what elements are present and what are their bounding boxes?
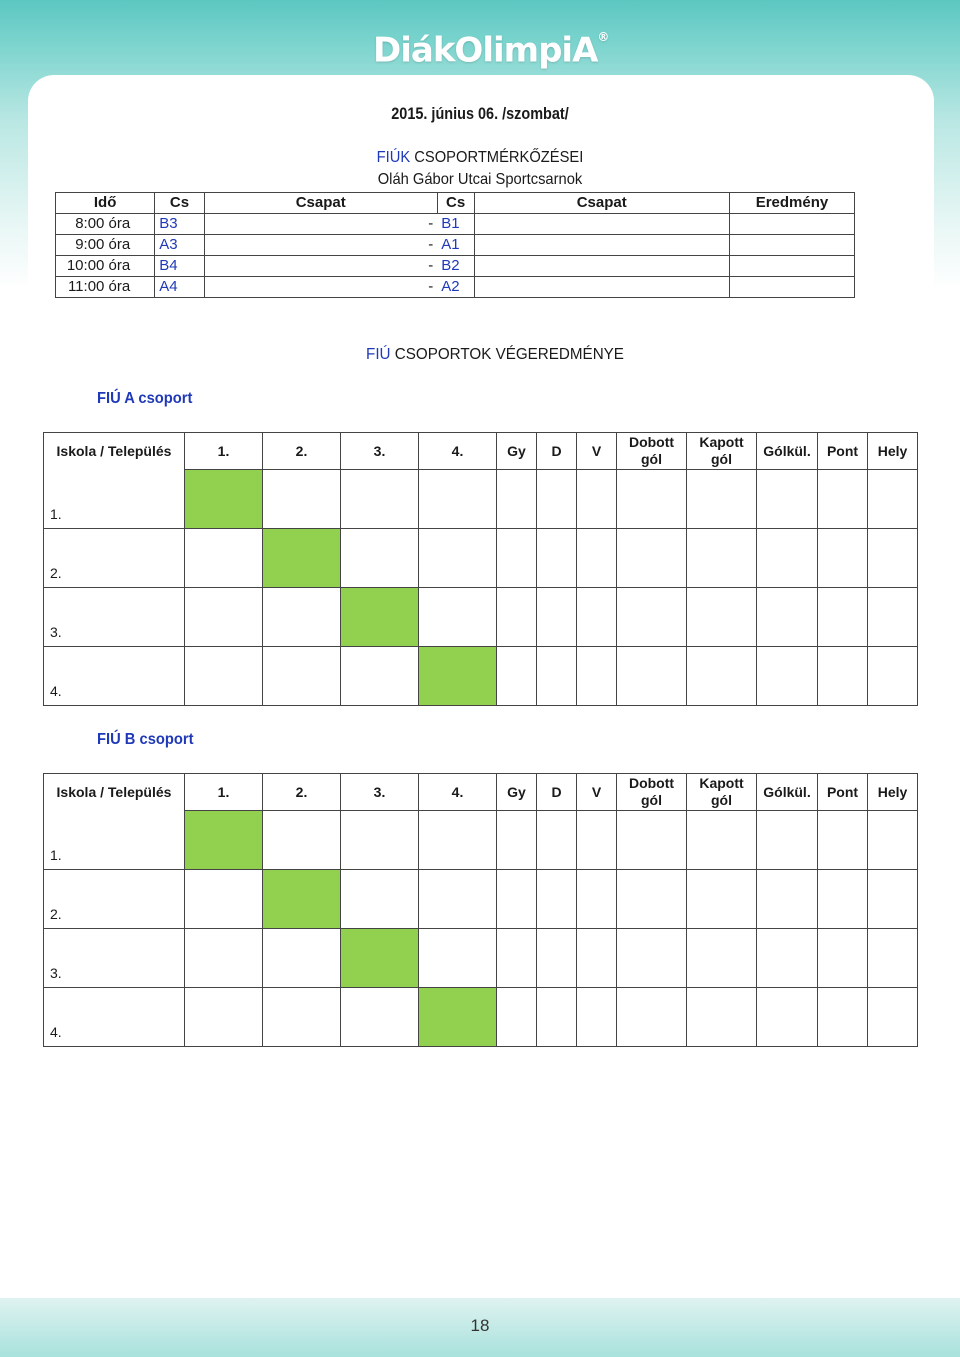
stat-cell — [818, 928, 868, 987]
column-header: D — [537, 774, 577, 811]
row-number: 4. — [44, 987, 185, 1046]
schedule-row — [56, 256, 855, 277]
stat-cell — [687, 470, 757, 529]
column-header: 1. — [185, 433, 263, 470]
result-cell — [729, 256, 854, 277]
stat-cell — [577, 987, 617, 1046]
column-header: Eredmény — [729, 193, 854, 214]
score-cell — [341, 646, 419, 705]
standings-header-row — [44, 774, 918, 811]
column-header: 1. — [185, 774, 263, 811]
stat-cell — [497, 470, 537, 529]
versus-separator: - — [204, 235, 437, 256]
column-header: Gy — [497, 433, 537, 470]
column-header: 4. — [419, 433, 497, 470]
score-cell — [263, 470, 341, 529]
table-row — [44, 470, 918, 529]
stat-cell — [868, 869, 918, 928]
row-number: 1. — [44, 470, 185, 529]
stat-cell — [757, 587, 818, 646]
stat-cell — [617, 811, 687, 870]
stat-cell — [868, 646, 918, 705]
score-cell — [185, 587, 263, 646]
group-b-standings-table — [43, 773, 918, 1047]
score-cell — [185, 646, 263, 705]
stat-cell — [868, 528, 918, 587]
stat-cell — [818, 811, 868, 870]
column-header: Kapott gól — [687, 433, 757, 470]
stat-cell — [617, 470, 687, 529]
team1-code: A3 — [155, 235, 205, 256]
stat-cell — [687, 587, 757, 646]
match-time: 11:00 óra — [56, 277, 155, 298]
stat-cell — [577, 869, 617, 928]
column-header: Iskola / Település — [44, 433, 185, 470]
stat-cell — [497, 587, 537, 646]
stat-cell — [757, 811, 818, 870]
stat-cell — [577, 587, 617, 646]
column-header: Idő — [56, 193, 155, 214]
stat-cell — [868, 928, 918, 987]
column-header: 4. — [419, 774, 497, 811]
team2-name — [474, 256, 729, 277]
venue-name: Oláh Gábor Utcai Sportcsarnok — [377, 171, 583, 188]
team2-code: A1 — [437, 235, 474, 256]
score-cell — [419, 528, 497, 587]
stat-cell — [577, 928, 617, 987]
score-cell — [185, 987, 263, 1046]
stat-cell — [757, 528, 818, 587]
stat-cell — [818, 646, 868, 705]
table-row — [44, 928, 918, 987]
stat-cell — [497, 987, 537, 1046]
score-cell — [419, 869, 497, 928]
team2-code: A2 — [437, 277, 474, 298]
stat-cell — [757, 987, 818, 1046]
team2-code: B1 — [437, 214, 474, 235]
column-header: Gólkül. — [757, 433, 818, 470]
match-time: 9:00 óra — [56, 235, 155, 256]
match-time: 8:00 óra — [56, 214, 155, 235]
score-cell — [263, 811, 341, 870]
column-header: Dobott gól — [617, 774, 687, 811]
row-number: 2. — [44, 869, 185, 928]
page-number: 18 — [470, 1316, 490, 1335]
table-row — [44, 987, 918, 1046]
stat-cell — [537, 528, 577, 587]
column-header: Cs — [437, 193, 474, 214]
stat-cell — [577, 811, 617, 870]
column-header: Iskola / Település — [44, 774, 185, 811]
team1-code: A4 — [155, 277, 205, 298]
column-header: Csapat — [474, 193, 729, 214]
stat-cell — [757, 869, 818, 928]
event-date: 2015. június 06. /szombat/ — [391, 104, 569, 123]
table-row — [44, 528, 918, 587]
final-results-title: FIÚ CSOPORTOK VÉGEREDMÉNYE — [366, 346, 624, 363]
self-match-cell — [341, 587, 419, 646]
stat-cell — [818, 869, 868, 928]
score-cell — [185, 869, 263, 928]
column-header: Gólkül. — [757, 774, 818, 811]
column-header: Dobott gól — [617, 433, 687, 470]
table-row — [44, 869, 918, 928]
row-number: 3. — [44, 928, 185, 987]
score-cell — [263, 646, 341, 705]
team2-code: B2 — [437, 256, 474, 277]
result-cell — [729, 235, 854, 256]
column-header: Pont — [818, 774, 868, 811]
column-header: D — [537, 433, 577, 470]
stat-cell — [537, 470, 577, 529]
stat-cell — [868, 587, 918, 646]
score-cell — [419, 470, 497, 529]
table-row — [44, 587, 918, 646]
stat-cell — [818, 470, 868, 529]
column-header: V — [577, 433, 617, 470]
result-cell — [729, 277, 854, 298]
matches-title: FIÚK CSOPORTMÉRKŐZÉSEI — [376, 149, 584, 166]
self-match-cell — [419, 987, 497, 1046]
stat-cell — [617, 587, 687, 646]
column-header: Gy — [497, 774, 537, 811]
table-row — [44, 646, 918, 705]
column-header: 3. — [341, 433, 419, 470]
stat-cell — [757, 470, 818, 529]
stat-cell — [687, 528, 757, 587]
stat-cell — [577, 470, 617, 529]
stat-cell — [868, 470, 918, 529]
stat-cell — [818, 587, 868, 646]
diakolimpia-logo: DiákOlimpiA® — [373, 30, 609, 71]
stat-cell — [497, 646, 537, 705]
stat-cell — [497, 928, 537, 987]
stat-cell — [757, 646, 818, 705]
score-cell — [419, 811, 497, 870]
self-match-cell — [263, 869, 341, 928]
score-cell — [185, 928, 263, 987]
column-header: 2. — [263, 774, 341, 811]
versus-separator: - — [204, 256, 437, 277]
self-match-cell — [263, 528, 341, 587]
score-cell — [341, 869, 419, 928]
score-cell — [263, 987, 341, 1046]
stat-cell — [537, 869, 577, 928]
stat-cell — [687, 646, 757, 705]
row-number: 1. — [44, 811, 185, 870]
schedule-row — [56, 235, 855, 256]
schedule-header-row — [56, 193, 855, 214]
column-header: V — [577, 774, 617, 811]
score-cell — [263, 587, 341, 646]
self-match-cell — [185, 811, 263, 870]
self-match-cell — [419, 646, 497, 705]
stat-cell — [818, 528, 868, 587]
group-a-standings-table — [43, 432, 918, 706]
stat-cell — [537, 987, 577, 1046]
stat-cell — [537, 811, 577, 870]
stat-cell — [868, 987, 918, 1046]
stat-cell — [577, 646, 617, 705]
stat-cell — [617, 869, 687, 928]
stat-cell — [497, 528, 537, 587]
stat-cell — [617, 528, 687, 587]
stat-cell — [537, 646, 577, 705]
score-cell — [419, 928, 497, 987]
column-header: 2. — [263, 433, 341, 470]
stat-cell — [617, 646, 687, 705]
self-match-cell — [341, 928, 419, 987]
score-cell — [263, 928, 341, 987]
team1-code: B3 — [155, 214, 205, 235]
row-number: 2. — [44, 528, 185, 587]
stat-cell — [818, 987, 868, 1046]
group-b-title: FIÚ B csoport — [97, 731, 194, 748]
score-cell — [185, 528, 263, 587]
score-cell — [419, 587, 497, 646]
column-header: Kapott gól — [687, 774, 757, 811]
team2-name — [474, 235, 729, 256]
row-number: 3. — [44, 587, 185, 646]
schedule-row — [56, 277, 855, 298]
stat-cell — [617, 928, 687, 987]
team1-code: B4 — [155, 256, 205, 277]
versus-separator: - — [204, 277, 437, 298]
standings-header-row — [44, 433, 918, 470]
stat-cell — [687, 928, 757, 987]
self-match-cell — [185, 470, 263, 529]
stat-cell — [757, 928, 818, 987]
row-number: 4. — [44, 646, 185, 705]
team2-name — [474, 214, 729, 235]
stat-cell — [497, 811, 537, 870]
column-header: Cs — [155, 193, 205, 214]
versus-separator: - — [204, 214, 437, 235]
stat-cell — [537, 928, 577, 987]
result-cell — [729, 214, 854, 235]
column-header: Pont — [818, 433, 868, 470]
table-row — [44, 811, 918, 870]
stat-cell — [868, 811, 918, 870]
score-cell — [341, 987, 419, 1046]
match-time: 10:00 óra — [56, 256, 155, 277]
group-a-title: FIÚ A csoport — [97, 390, 193, 407]
score-cell — [341, 811, 419, 870]
stat-cell — [687, 811, 757, 870]
stat-cell — [687, 987, 757, 1046]
schedule-row — [56, 214, 855, 235]
score-cell — [341, 470, 419, 529]
stat-cell — [497, 869, 537, 928]
column-header: Hely — [868, 433, 918, 470]
column-header: 3. — [341, 774, 419, 811]
stat-cell — [577, 528, 617, 587]
column-header: Csapat — [204, 193, 437, 214]
stat-cell — [687, 869, 757, 928]
stat-cell — [617, 987, 687, 1046]
score-cell — [341, 528, 419, 587]
team2-name — [474, 277, 729, 298]
stat-cell — [537, 587, 577, 646]
match-schedule-table — [55, 192, 855, 298]
column-header: Hely — [868, 774, 918, 811]
